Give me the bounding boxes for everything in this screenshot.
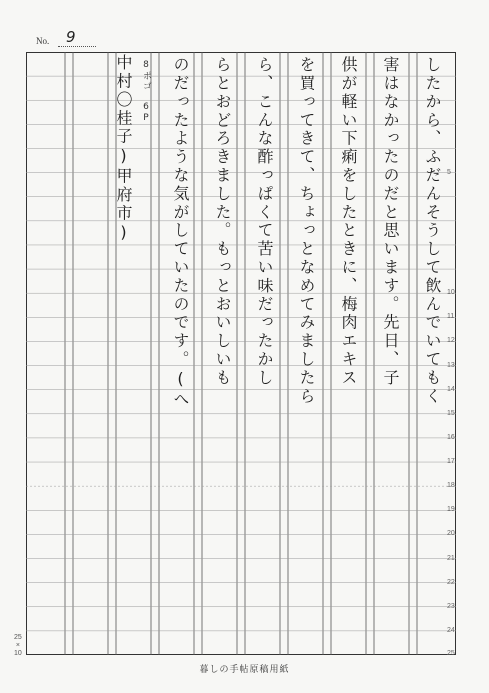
row-number: 11 <box>447 313 455 321</box>
manuscript-column-3: 供が軽い下痢をしたときに、梅肉エキス <box>339 56 358 388</box>
manuscript-column-7: のだったような気がしていたのです。(へ <box>171 56 190 409</box>
grid-size-rows: 25 <box>14 634 22 641</box>
row-number: 18 <box>447 482 455 490</box>
row-number: 22 <box>447 578 455 586</box>
page-number: 9 <box>66 28 76 46</box>
row-number: 5 <box>447 168 451 176</box>
number-label: No. <box>36 36 50 46</box>
row-number: 17 <box>447 458 455 466</box>
row-number: 15 <box>447 409 455 417</box>
row-number: 21 <box>447 554 455 562</box>
row-number: 13 <box>447 361 455 369</box>
manuscript-column-2: 害はなかったのだと思います。先日、子 <box>381 56 400 388</box>
row-number: 16 <box>447 433 455 441</box>
row-number: 23 <box>447 602 455 610</box>
manuscript-column-1: したから、ふだんそうして飲んでいてもく <box>423 56 442 406</box>
row-number: 19 <box>447 506 455 514</box>
manuscript-column-8-signature: 中村〇桂子)甲府市) <box>114 54 133 244</box>
row-number: 14 <box>447 385 455 393</box>
row-number: 24 <box>447 626 455 634</box>
manuscript-column-5: ら、こんな酢っぱくて苦い味だったかし <box>255 56 274 388</box>
editor-margin-note: 8ポゴ 6P <box>141 60 151 124</box>
row-number: 12 <box>447 337 455 345</box>
manuscript-column-6: らとおどろきました。もっとおいしいも <box>213 56 232 388</box>
row-number: 10 <box>447 289 455 297</box>
grid-size-cols: 10 <box>14 650 22 657</box>
row-number: 20 <box>447 530 455 538</box>
manuscript-column-4: を買ってきて、ちょっとなめてみましたら <box>297 56 316 406</box>
paper-brand-footer: 暮しの手帖原稿用紙 <box>199 665 290 675</box>
grid-size-times: × <box>15 642 20 649</box>
number-underline <box>58 46 96 47</box>
row-number: 25 <box>447 650 455 657</box>
grid-size-mark <box>14 634 22 658</box>
